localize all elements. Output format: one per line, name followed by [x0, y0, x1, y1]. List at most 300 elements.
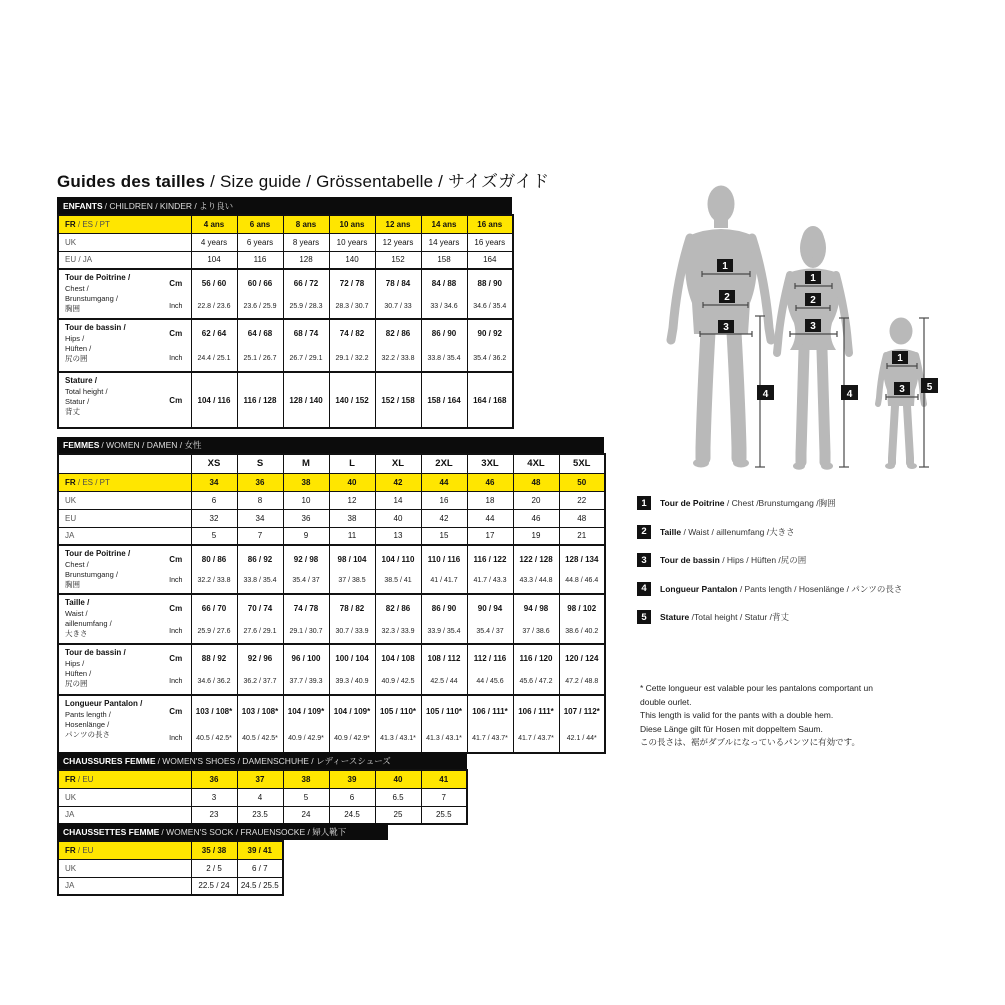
pants-length-footnote — [640, 682, 960, 750]
cm-value: 82 / 86 — [385, 603, 411, 613]
row-label-rest: JA — [65, 881, 75, 891]
measure-name-line: Taille / — [65, 598, 90, 608]
size-cell: 23 — [191, 806, 237, 824]
shoes-table-header-title: CHAUSSURES FEMME — [63, 755, 156, 766]
measure-cell — [559, 644, 605, 695]
size-cell: 4 ans — [191, 215, 237, 233]
unit-inch: Inch — [169, 734, 183, 742]
cm-value: 128 / 134 — [565, 555, 599, 565]
unit-cell — [161, 695, 191, 753]
cm-value: 104 / 110 — [381, 555, 415, 565]
size-cell: 14 — [375, 491, 421, 509]
size-letter: 3XL — [467, 454, 513, 473]
size-cell: 42 — [375, 473, 421, 491]
measure-cell — [375, 269, 421, 319]
cm-value: 116 / 128 — [243, 395, 277, 405]
legend-translations: / Chest /Brunstumgang /胸囲 — [724, 498, 836, 508]
size-cell: 104 — [191, 251, 237, 269]
size-letter: 4XL — [513, 454, 559, 473]
socks-table-header-title: CHAUSSETTES FEMME — [63, 826, 160, 837]
size-cell: 12 ans — [375, 215, 421, 233]
measure-name-line: Hosenlänge / — [65, 720, 110, 730]
measure-cell — [329, 695, 375, 753]
measure-name-line: 尻の囲 — [65, 679, 88, 689]
row-label — [58, 454, 191, 473]
measure-cell — [421, 695, 467, 753]
row-label-rest: UK — [65, 863, 77, 873]
measure-cell — [283, 695, 329, 753]
inch-value: 35.4 / 36.2 — [473, 354, 507, 362]
children-table-header-translations: / CHILDREN / KINDER / より良い — [104, 200, 234, 211]
woman-pants-marker: 4 — [846, 389, 853, 400]
inch-value: 42.5 / 44 — [430, 678, 458, 686]
unit-cm: Cm — [169, 706, 183, 716]
footnote-line: double ourlet. — [640, 696, 692, 707]
inch-value: 25.9 / 27.6 — [197, 627, 231, 635]
inch-value: 35.4 / 37 — [292, 577, 320, 585]
size-cell: 13 — [375, 527, 421, 545]
row-label — [58, 233, 191, 251]
footnote-line: This length is valid for the pants with a double hem. — [640, 710, 834, 721]
inch-value: 42.1 / 44* — [566, 734, 597, 742]
size-cell: 44 — [421, 473, 467, 491]
size-cell: 34 — [191, 473, 237, 491]
cm-value: 100 / 104 — [335, 653, 369, 663]
cm-value: 112 / 116 — [473, 653, 507, 663]
measure-row — [58, 372, 513, 428]
measure-name-line: Longueur Pantalon / — [65, 699, 143, 709]
measure-row — [58, 644, 605, 695]
size-cell: 36 — [237, 473, 283, 491]
inch-value: 23.6 / 25.9 — [243, 302, 277, 310]
shoes-table-header-translations: / WOMEN'S SHOES / DAMENSCHUHE / レディースシューズ — [157, 755, 391, 766]
cm-value: 116 / 120 — [519, 653, 553, 663]
legend-item-pants-length — [637, 582, 902, 596]
cm-value: 88 / 92 — [201, 653, 227, 663]
row-label — [58, 473, 191, 491]
cm-value: 98 / 104 — [337, 555, 367, 565]
legend-num-1: 1 — [637, 496, 651, 510]
legend-translations: / Hips / Hüften /尻の囲 — [719, 555, 807, 565]
measure-name-line: Hüften / — [65, 343, 92, 353]
cm-value: 66 / 70 — [201, 603, 227, 613]
row-label — [58, 491, 191, 509]
measure-name — [58, 644, 161, 695]
measure-row — [58, 319, 513, 372]
measure-name-line: 背丈 — [65, 407, 80, 417]
size-row — [58, 251, 513, 269]
measure-cell — [421, 269, 467, 319]
measure-name — [58, 269, 161, 319]
size-cell: 38 — [329, 509, 375, 527]
row-label-main: FR — [65, 774, 76, 784]
row-label-rest: / ES / PT — [75, 477, 110, 487]
inch-value: 25.1 / 26.7 — [243, 354, 277, 362]
measure-name-line: 胸囲 — [65, 580, 80, 590]
cm-value: 62 / 64 — [201, 329, 227, 339]
size-cell: 24.5 / 25.5 — [237, 877, 283, 895]
inch-value: 32.3 / 33.9 — [381, 627, 415, 635]
unit-inch: Inch — [169, 302, 183, 310]
size-cell: 40 — [375, 509, 421, 527]
legend-item-stature — [637, 610, 902, 624]
size-letter: L — [329, 454, 375, 473]
measure-name-line: Chest / — [65, 559, 89, 569]
size-letter: 2XL — [421, 454, 467, 473]
unit-cm: Cm — [169, 395, 183, 405]
unit-cm: Cm — [169, 278, 183, 288]
unit-cm: Cm — [169, 329, 183, 339]
size-cell: 9 — [283, 527, 329, 545]
page-title-translations: / Size guide / Grössentabelle / サイズガイド — [205, 172, 550, 191]
row-label-rest: / ES / PT — [75, 219, 110, 229]
unit-cell — [161, 372, 191, 428]
row-label — [58, 788, 191, 806]
cm-value: 116 / 122 — [473, 555, 507, 565]
cm-value: 84 / 88 — [431, 278, 457, 288]
measure-cell — [467, 695, 513, 753]
size-cell: 3 — [191, 788, 237, 806]
cm-value: 158 / 164 — [427, 395, 461, 405]
man-chest-marker: 1 — [722, 261, 728, 272]
inch-value: 26.7 / 29.1 — [289, 354, 323, 362]
inch-value: 44.8 / 46.4 — [565, 577, 599, 585]
row-label-rest: EU / JA — [65, 255, 93, 265]
woman-waist-marker: 2 — [810, 295, 816, 306]
inch-value: 40.9 / 42.5 — [381, 678, 415, 686]
size-cell: 44 — [467, 509, 513, 527]
inch-value: 35.4 / 37 — [476, 627, 504, 635]
measure-cell — [329, 319, 375, 372]
cm-value: 94 / 98 — [523, 603, 549, 613]
cm-value: 106 / 111* — [472, 706, 508, 716]
measure-name-line: 大きさ — [65, 629, 88, 639]
measure-cell — [375, 644, 421, 695]
inch-value: 22.8 / 23.6 — [197, 302, 231, 310]
measure-cell — [513, 545, 559, 594]
size-cell: 8 years — [283, 233, 329, 251]
measurement-legend — [637, 496, 902, 639]
measure-name-line: Statur / — [65, 396, 90, 406]
size-row — [58, 215, 513, 233]
measure-name-line: 胸囲 — [65, 304, 80, 314]
measure-cell — [329, 269, 375, 319]
inch-value: 38.5 / 41 — [384, 577, 412, 585]
cm-value: 104 / 108 — [381, 653, 415, 663]
man-pants-marker: 4 — [762, 389, 769, 400]
row-label-rest: / EU — [75, 845, 94, 855]
legend-label: Taille — [660, 526, 682, 537]
cm-value: 82 / 86 — [385, 329, 411, 339]
size-cell: 152 — [375, 251, 421, 269]
measure-cell — [191, 372, 237, 428]
inch-value: 29.1 / 32.2 — [335, 354, 369, 362]
measure-cell — [283, 319, 329, 372]
measure-row — [58, 269, 513, 319]
measure-cell — [421, 319, 467, 372]
man-waist-marker: 2 — [724, 292, 730, 303]
size-cell: 19 — [513, 527, 559, 545]
legend-num-2: 2 — [637, 525, 651, 539]
cm-value: 105 / 110* — [425, 706, 463, 716]
cm-value: 107 / 112* — [563, 706, 600, 716]
size-cell: 6.5 — [375, 788, 421, 806]
measure-cell — [375, 372, 421, 428]
inch-value: 33 / 34.6 — [430, 302, 458, 310]
women-table-header-translations: / WOMEN / DAMEN / 女性 — [101, 440, 202, 450]
inch-value: 32.2 / 33.8 — [197, 577, 231, 585]
size-cell: 158 — [421, 251, 467, 269]
measurement-figures — [640, 178, 960, 478]
inch-value: 33.9 / 35.4 — [427, 627, 461, 635]
row-label-rest: UK — [65, 237, 77, 247]
unit-inch: Inch — [169, 678, 183, 686]
children-table-header-title: ENFANTS — [63, 200, 103, 211]
size-row — [58, 473, 605, 491]
legend-item-hips — [637, 553, 902, 567]
size-cell: 15 — [421, 527, 467, 545]
unit-inch: Inch — [169, 577, 183, 585]
size-cell: 22.5 / 24 — [191, 877, 237, 895]
inch-value: 30.7 / 33 — [384, 302, 412, 310]
measure-name — [58, 545, 161, 594]
size-cell: 25 — [375, 806, 421, 824]
measure-name-line: Total height / — [65, 386, 108, 396]
socks-table-header-translations: / WOMEN'S SOCK / FRAUENSOCKE / 婦人靴下 — [161, 826, 347, 837]
legend-translations: / Waist / aillenumfang /大きさ — [681, 526, 795, 537]
size-cell: 39 — [329, 770, 375, 788]
size-cell: 8 ans — [283, 215, 329, 233]
women-size-table — [57, 453, 606, 754]
measure-cell — [191, 319, 237, 372]
measure-cell — [329, 372, 375, 428]
women-shoes-table — [57, 769, 468, 825]
women-table-header-title: FEMMES — [63, 440, 100, 450]
inch-value: 34.6 / 36.2 — [197, 678, 231, 686]
row-label — [58, 527, 191, 545]
measure-cell — [421, 545, 467, 594]
measure-cell — [467, 372, 513, 428]
inch-value: 43.3 / 44.8 — [519, 577, 553, 585]
measure-cell — [421, 594, 467, 644]
footnote-line: この長さは、裾がダブルになっているパンツに有効です。 — [640, 737, 860, 748]
size-row — [58, 841, 283, 859]
cm-value: 74 / 78 — [293, 603, 319, 613]
cm-value: 96 / 100 — [291, 653, 321, 663]
inch-value: 41.3 / 43.1* — [426, 734, 462, 742]
unit-cell — [161, 545, 191, 594]
inch-value: 30.7 / 33.9 — [335, 627, 369, 635]
legend-label: Tour de bassin — [660, 555, 720, 565]
legend-label: Stature — [660, 612, 690, 622]
row-label-rest: JA — [65, 810, 75, 820]
measure-cell — [283, 545, 329, 594]
size-cell: 37 — [237, 770, 283, 788]
measure-name-line: パンツの長さ — [65, 730, 110, 740]
size-cell: 20 — [513, 491, 559, 509]
measure-cell — [191, 594, 237, 644]
unit-cell — [161, 644, 191, 695]
cm-value: 105 / 110* — [379, 706, 417, 716]
cm-value: 128 / 140 — [289, 395, 323, 405]
size-cell: 46 — [467, 473, 513, 491]
size-cell: 21 — [559, 527, 605, 545]
inch-value: 28.3 / 30.7 — [335, 302, 369, 310]
cm-value: 78 / 84 — [385, 278, 411, 288]
cm-value: 122 / 128 — [519, 555, 553, 565]
measure-cell — [283, 644, 329, 695]
cm-value: 108 / 112 — [427, 653, 461, 663]
measure-cell — [559, 594, 605, 644]
size-cell: 6 — [329, 788, 375, 806]
inch-value: 40.9 / 42.9* — [288, 734, 324, 742]
measure-cell — [559, 695, 605, 753]
unit-cm: Cm — [169, 555, 183, 565]
cm-value: 90 / 94 — [477, 603, 503, 613]
inch-value: 39.3 / 40.9 — [335, 678, 369, 686]
cm-value: 70 / 74 — [247, 603, 273, 613]
measure-name — [58, 594, 161, 644]
measure-cell — [513, 695, 559, 753]
cm-value: 164 / 168 — [473, 395, 507, 405]
children-size-table — [57, 214, 514, 429]
size-cell: 16 ans — [467, 215, 513, 233]
measure-cell — [467, 545, 513, 594]
measure-cell — [513, 644, 559, 695]
women-socks-table — [57, 840, 284, 896]
size-cell: 17 — [467, 527, 513, 545]
size-cell: 41 — [421, 770, 467, 788]
size-cell: 36 — [283, 509, 329, 527]
size-cell: 25.5 — [421, 806, 467, 824]
cm-value: 92 / 96 — [247, 653, 273, 663]
inch-value: 41.7 / 43.3 — [473, 577, 507, 585]
unit-inch: Inch — [169, 354, 183, 362]
size-cell: 38 — [283, 770, 329, 788]
size-cell: 8 — [237, 491, 283, 509]
measure-name-line: Tour de bassin / — [65, 648, 126, 658]
size-cell: 14 years — [421, 233, 467, 251]
measure-name — [58, 695, 161, 753]
size-cell: 18 — [467, 491, 513, 509]
inch-value: 33.8 / 35.4 — [427, 354, 461, 362]
legend-translations: /Total height / Statur /背丈 — [689, 612, 789, 622]
measure-cell — [421, 372, 467, 428]
measure-cell — [329, 545, 375, 594]
size-cell: 32 — [191, 509, 237, 527]
woman-hips-marker: 3 — [810, 321, 816, 332]
measure-cell — [283, 269, 329, 319]
legend-num-3: 3 — [637, 553, 651, 567]
measure-cell — [191, 269, 237, 319]
measure-name-line: 尻の囲 — [65, 354, 88, 364]
measure-cell — [375, 594, 421, 644]
size-row — [58, 788, 467, 806]
unit-cell — [161, 594, 191, 644]
cm-value: 92 / 98 — [293, 555, 319, 565]
measure-cell — [329, 644, 375, 695]
unit-inch: Inch — [169, 627, 183, 635]
unit-cell — [161, 269, 191, 319]
measure-cell — [375, 545, 421, 594]
row-label-rest: / EU — [75, 774, 94, 784]
measure-name-line: Hips / — [65, 658, 85, 668]
size-cell: 5 — [191, 527, 237, 545]
row-label-main: FR — [65, 219, 76, 229]
measure-name-line: Hips / — [65, 333, 85, 343]
legend-num-5: 5 — [637, 610, 651, 624]
cm-value: 86 / 90 — [431, 329, 457, 339]
inch-value: 38.6 / 40.2 — [565, 627, 599, 635]
child-hips-marker: 3 — [899, 384, 905, 395]
size-letter: S — [237, 454, 283, 473]
size-row — [58, 877, 283, 895]
cm-value: 104 / 116 — [197, 395, 231, 405]
size-cell: 35 / 38 — [191, 841, 237, 859]
measure-cell — [513, 594, 559, 644]
unit-cell — [161, 319, 191, 372]
measure-cell — [467, 269, 513, 319]
size-cell: 10 years — [329, 233, 375, 251]
measure-name-line: Tour de bassin / — [65, 323, 126, 332]
legend-label: Tour de Poitrine — [660, 498, 725, 508]
inch-value: 25.9 / 28.3 — [289, 302, 323, 310]
measure-cell — [237, 269, 283, 319]
size-cell: 164 — [467, 251, 513, 269]
measure-cell — [237, 644, 283, 695]
measure-cell — [237, 545, 283, 594]
size-cell: 11 — [329, 527, 375, 545]
size-cell: 14 ans — [421, 215, 467, 233]
inch-value: 44 / 45.6 — [476, 678, 504, 686]
size-cell: 40 — [375, 770, 421, 788]
measure-cell — [421, 644, 467, 695]
measure-cell — [467, 319, 513, 372]
cm-value: 60 / 66 — [247, 278, 273, 288]
size-cell: 39 / 41 — [237, 841, 283, 859]
children-table-header — [57, 197, 512, 214]
measure-name — [58, 372, 161, 428]
cm-value: 104 / 109* — [333, 706, 371, 716]
inch-value: 33.8 / 35.4 — [243, 577, 277, 585]
size-cell: 7 — [421, 788, 467, 806]
row-label-rest: JA — [65, 531, 75, 541]
row-label — [58, 770, 191, 788]
man-hips-marker: 3 — [723, 322, 729, 333]
measure-name-line: Tour de Poitrine / — [65, 549, 131, 558]
size-letter: XL — [375, 454, 421, 473]
inch-value: 45.6 / 47.2 — [519, 678, 553, 686]
size-cell: 48 — [559, 509, 605, 527]
row-label-main: FR — [65, 477, 76, 487]
size-cell: 10 ans — [329, 215, 375, 233]
size-cell: 48 — [513, 473, 559, 491]
size-letter: M — [283, 454, 329, 473]
measure-name-line: Tour de Poitrine / — [65, 273, 131, 282]
measure-cell — [283, 372, 329, 428]
measure-cell — [559, 545, 605, 594]
measure-cell — [329, 594, 375, 644]
inch-value: 27.6 / 29.1 — [243, 627, 277, 635]
size-cell: 24 — [283, 806, 329, 824]
size-cell: 16 — [421, 491, 467, 509]
child-chest-marker: 1 — [897, 353, 903, 364]
cm-value: 74 / 82 — [339, 329, 365, 339]
size-cell: 12 years — [375, 233, 421, 251]
measure-name-line: Pants length / — [65, 709, 111, 719]
row-label-rest: UK — [65, 792, 77, 802]
inch-value: 37.7 / 39.3 — [289, 678, 323, 686]
